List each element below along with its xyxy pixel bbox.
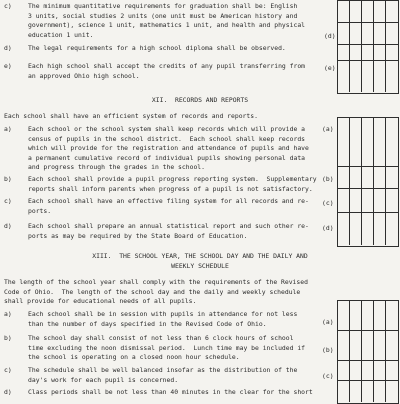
checklist-col-line <box>385 117 386 245</box>
section-xii-heading: XII. RECORDS AND REPORTS <box>151 96 249 104</box>
checklist-col-line <box>349 0 350 92</box>
margin-mark: (d) <box>322 224 334 232</box>
margin-mark: (b) <box>322 346 334 354</box>
section-xii-intro: Each school shall have an efficient system of records and reports. <box>4 112 258 120</box>
checklist-box-schedule <box>337 300 399 404</box>
item-label: a) <box>4 125 12 133</box>
checklist-row-line <box>337 188 398 189</box>
checklist-col-line <box>361 117 362 245</box>
item-label: c) <box>4 2 12 10</box>
checklist-row-line <box>337 166 398 167</box>
checklist-row-line <box>337 212 398 213</box>
checklist-row-line <box>337 22 398 23</box>
item-text: Each school or the school system shall keep records which will provide a census of pupils in the school district. Each school shall keep records which will provide for the registration and attendance of pupils and have a permanent cumulative record of individual pupils showing personal data and progress through the grades in the school. <box>28 125 309 172</box>
item-text: The schedule shall be well balanced insofar as the distribution of the day's work for each pupil is concerned. <box>28 366 298 384</box>
checklist-col-line <box>349 117 350 245</box>
section-xiii-heading: XIII. THE SCHOOL YEAR, THE SCHOOL DAY AND THE DAILY AND WEEKLY SCHEDULE <box>92 252 308 270</box>
item-label: e) <box>4 62 12 70</box>
item-label: c) <box>4 197 12 205</box>
checklist-col-line <box>349 300 350 402</box>
checklist-box-records <box>337 117 399 247</box>
checklist-col-line <box>361 0 362 92</box>
item-text: Each school shall have an effective filing system for all records and re- ports. <box>28 197 309 215</box>
item-text: Each school shall be in session with pupils in attendance for not less than the number of days specified in the Revised Code of Ohio. <box>28 310 298 328</box>
item-label: d) <box>4 44 12 52</box>
item-text: Each school shall prepare an annual statistical report and such other re- ports as may be required by the State Board of Education. <box>28 222 309 240</box>
checklist-col-line <box>373 0 374 92</box>
item-text: Class periods shall be not less than 40 minutes in the clear for the short <box>28 388 313 396</box>
margin-mark: (e) <box>324 64 336 72</box>
item-text: The minimum quantitative requirements for graduation shall be: English 3 units, social studies 2 units (one unit must be American history and government), science 1 unit, mathematics 1 unit, and health and physical education 1 unit. <box>28 2 306 39</box>
checklist-col-line <box>385 300 386 402</box>
margin-mark: (a) <box>322 125 334 133</box>
checklist-col-line <box>385 0 386 92</box>
checklist-row-line <box>337 60 398 61</box>
checklist-box-top <box>337 0 399 94</box>
margin-mark: (c) <box>322 372 334 380</box>
margin-mark: (c) <box>322 199 334 207</box>
checklist-col-line <box>373 117 374 245</box>
margin-mark: (b) <box>322 175 334 183</box>
checklist-row-line <box>337 330 398 331</box>
item-text: Each high school shall accept the credits of any pupil transferring from an approved Ohio high school. <box>28 62 306 80</box>
checklist-row-line <box>337 360 398 361</box>
checklist-col-line <box>373 300 374 402</box>
item-text: The legal requirements for a high school diploma shall be observed. <box>28 44 286 52</box>
item-label: d) <box>4 388 12 396</box>
item-label: c) <box>4 366 12 374</box>
item-text: Each school shall provide a pupil progress reporting system. Supplementary reports shall inform parents when progress of a pupil is not satisfactory. <box>28 175 317 193</box>
item-text: The school day shall consist of not less than 6 clock hours of school time excluding the noon dismissal period. Lunch time may be included if the school is operating on a closed noon hour schedule. <box>28 334 306 362</box>
checklist-row-line <box>337 44 398 45</box>
item-label: b) <box>4 175 12 183</box>
margin-mark: (d) <box>324 32 336 40</box>
checklist-col-line <box>361 300 362 402</box>
item-label: d) <box>4 222 12 230</box>
margin-mark: (a) <box>322 318 334 326</box>
item-label: b) <box>4 334 12 342</box>
checklist-row-line <box>337 380 398 381</box>
section-xiii-intro: The length of the school year shall comply with the requirements of the Revised Code of Ohio. The length of the school day and the daily and weekly schedule shall provide for educational needs of all pupils. <box>4 278 308 306</box>
item-label: a) <box>4 310 12 318</box>
